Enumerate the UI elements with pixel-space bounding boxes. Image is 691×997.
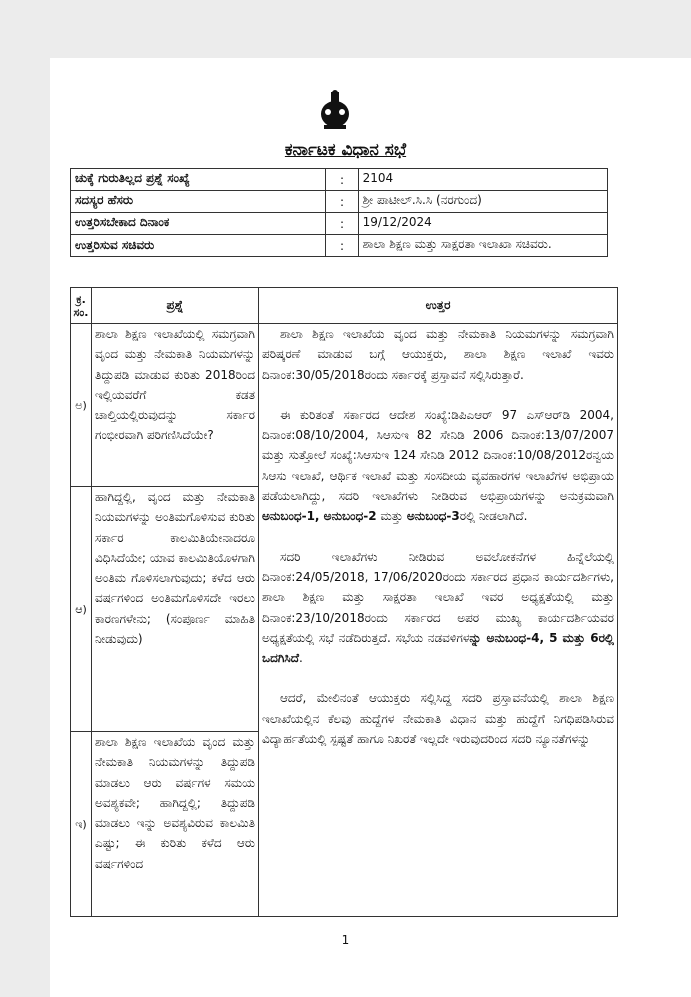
row-number: ಇ) bbox=[71, 732, 92, 917]
question-text: ಶಾಲಾ ಶಿಕ್ಷಣ ಇಲಾಖೆಯಲ್ಲಿ ಸಮಗ್ರವಾಗಿ ವೃಂದ ಮತ್ತು ನೇಮಕಾತಿ ನಿಯಮಗಳನ್ನು ತಿದ್ದುಪಡಿ ಮಾಡುವ ಕುರಿತು 2018ರಿಂದ ಇಲ್ಲಿಯವರೆಗೆ ಕಡತ ಚಾಲ್ತಿಯಲ್ಲಿರುವುದನ್ನು ಸರ್ಕಾರ ಗಂಭೀರವಾಗಿ ಪರಿಗಣಿಸಿದೆಯೇ? bbox=[92, 324, 259, 487]
info-row bbox=[71, 191, 608, 213]
header-answer: ಉತ್ತರ bbox=[259, 288, 618, 324]
answer-text: . bbox=[298, 651, 303, 666]
answer-paragraph bbox=[262, 405, 614, 527]
answer-annexure-ref: ಅನುಬಂಧ-3 bbox=[406, 509, 460, 524]
question-text: ಹಾಗಿದ್ದಲ್ಲಿ, ವೃಂದ ಮತ್ತು ನೇಮಕಾತಿ ನಿಯಮಗಳನ್ನು ಅಂತಿಮಗೊಳಿಸುವ ಕುರಿತು ಸರ್ಕಾರ ಕಾಲಮಿತಿಯೇನಾದರೂ ವಿಧಿಸಿದೆಯೇ; ಯಾವ ಕಾಲಮಿತಿಯೊಳಗಾಗಿ ಅಂತಿಮ ಗೊಳಿಸಲಾಗುವುದು; ಕಳೆದ ಆರು ವರ್ಷಗಳಿಂದ ಅಂತಿಮಗೊಳಿಸದೇ ಇರಲು ಕಾರಣಗಳೇನು; (ಸಂಪೂರ್ಣ ಮಾಹಿತಿ ನೀಡುವುದು) bbox=[92, 487, 259, 732]
page-title bbox=[0, 140, 691, 160]
answer-annexure-ref: ನ್ನು ಅನುಬಂಧ-4, 5 ಮತ್ತು 6ರಲ್ಲಿ ಒದಗಿಸಿದೆ bbox=[262, 630, 614, 666]
answer-paragraph bbox=[262, 547, 614, 669]
info-row bbox=[71, 169, 608, 191]
info-separator: : bbox=[326, 235, 358, 257]
answer-text: ಸದರಿ ಇಲಾಖೆಗಳು ನೀಡಿರುವ ಅವಲೋಕನೆಗಳ ಹಿನ್ನೆಲೆಯಲ್ಲಿ ದಿನಾಂಕ:24/05/2018, 17/06/2020ರಂದು ಸರ್ಕಾರದ ಪ್ರಧಾನ ಕಾರ್ಯದರ್ಶಿಗಳು, ಶಾಲಾ ಶಿಕ್ಷಣ ಮತ್ತು ಸಾಕ್ಷರತಾ ಇಲಾಖೆ ಇವರ ಅಧ್ಯಕ್ಷತೆಯಲ್ಲಿ ಮತ್ತು ದಿನಾಂಕ:23/10/2018ರಂದು ಸರ್ಕಾರದ ಅಪರ ಮುಖ್ಯ ಕಾರ್ಯದರ್ಶಿಯವರ ಅಧ್ಯಕ್ಷತೆಯಲ್ಲಿ ಸಭೆ ನಡೆದಿರುತ್ತದೆ. ಸಭೆಯ ನಡವಳಿಗಳ bbox=[262, 549, 614, 645]
table-row bbox=[71, 324, 618, 487]
info-separator: : bbox=[326, 169, 358, 191]
answer-text: ರಲ್ಲಿ ನೀಡಲಾಗಿದೆ. bbox=[459, 509, 528, 524]
answer-text: ಈ ಕುರಿತಂತೆ ಸರ್ಕಾರದ ಆದೇಶ ಸಂಖ್ಯೆ:ಡಿಪಿಎಆರ್ 97 ಎಸ್‌ಆರ್‌ಡಿ 2004, ದಿನಾಂಕ:08/10/2004, ಸಿಆಸುಇ 82 ಸೇನಿಡಿ 2006 ದಿನಾಂಕ:13/07/2007 ಮತ್ತು ಸುತ್ತೋಲೆ ಸಂಖ್ಯೆ:ಸಿಆಸುಇ 124 ಸೇನಿಡಿ 2012 ದಿನಾಂಕ:10/08/2012ರನ್ವಯ ಸಿಆಸು ಇಲಾಖೆ, ಆರ್ಥಿಕ ಇಲಾಖೆ ಮತ್ತು ಸಂಸದೀಯ ವ್ಯವಹಾರಗಳ ಇಲಾಖೆಗಳ ಅಭಿಪ್ರಾಯ ಪಡೆಯಲಾಗಿದ್ದು, ಸದರಿ ಇಲಾಖೆಗಳು ನೀಡಿರುವ ಅಭಿಪ್ರಾಯಗಳನ್ನು ಅನುಕ್ರಮವಾಗಿ bbox=[262, 407, 614, 504]
info-row bbox=[71, 235, 608, 257]
info-label: ಉತ್ತರಿಸಬೇಕಾದ ದಿನಾಂಕ bbox=[71, 213, 326, 235]
info-value: ಶಾಲಾ ಶಿಕ್ಷಣ ಮತ್ತು ಸಾಕ್ಷರತಾ ಇಲಾಖಾ ಸಚಿವರು. bbox=[358, 235, 607, 257]
question-info-table bbox=[70, 168, 608, 257]
info-separator: : bbox=[326, 213, 358, 235]
header-question: ಪ್ರಶ್ನೆ bbox=[92, 288, 259, 324]
answer-paragraph: ಶಾಲಾ ಶಿಕ್ಷಣ ಇಲಾಖೆಯ ವೃಂದ ಮತ್ತು ನೇಮಕಾತಿ ನಿಯಮಗಳನ್ನು ಸಮಗ್ರವಾಗಿ ಪರಿಷ್ಕರಣೆ ಮಾಡುವ ಬಗ್ಗೆ ಆಯುಕ್ತರು, ಶಾಲಾ ಶಿಕ್ಷಣ ಇಲಾಖೆ ಇವರು ದಿನಾಂಕ:30/05/2018ರಂದು ಸರ್ಕಾರಕ್ಕೆ ಪ್ರಸ್ತಾವನೆ ಸಲ್ಲಿಸಿರುತ್ತಾರೆ. bbox=[262, 327, 614, 382]
info-label: ಉತ್ತರಿಸುವ ಸಚಿವರು bbox=[71, 235, 326, 257]
info-value: 19/12/2024 bbox=[358, 213, 607, 235]
header-serial-number: ಕ್ರ. ಸಂ. bbox=[71, 288, 92, 324]
info-label: ಸದಸ್ಯರ ಹೆಸರು bbox=[71, 191, 326, 213]
page-number: 1 bbox=[341, 933, 350, 947]
answer-text: ಮತ್ತು bbox=[376, 509, 407, 524]
info-label: ಚುಕ್ಕೆ ಗುರುತಿಲ್ಲದ ಪ್ರಶ್ನೆ ಸಂಖ್ಯೆ bbox=[71, 169, 326, 191]
info-separator: : bbox=[326, 191, 358, 213]
question-text: ಶಾಲಾ ಶಿಕ್ಷಣ ಇಲಾಖೆಯ ವೃಂದ ಮತ್ತು ನೇಮಕಾತಿ ನಿಯಮಗಳನ್ನು ತಿದ್ದುಪಡಿ ಮಾಡಲು ಆರು ವರ್ಷಗಳ ಸಮಯ ಅವಶ್ಯಕವೇ; ಹಾಗಿದ್ದಲ್ಲಿ; ತಿದ್ದುಪಡಿ ಮಾಡಲು ಇನ್ನು ಅವಶ್ಯವಿರುವ ಕಾಲಮಿತಿ ಎಷ್ಟು; ಈ ಕುರಿತು ಕಳೆದ ಆರು ವರ್ಷಗಳಿಂದ bbox=[92, 732, 259, 917]
karnataka-emblem-icon bbox=[318, 90, 352, 130]
info-row bbox=[71, 213, 608, 235]
info-value: ಶ್ರೀ ಪಾಟೀಲ್.ಸಿ.ಸಿ (ನರಗುಂದ) bbox=[358, 191, 607, 213]
row-number: ಆ) bbox=[71, 487, 92, 732]
question-answer-table bbox=[70, 287, 618, 917]
answer-cell bbox=[259, 324, 618, 917]
title-text: ಕರ್ನಾಟಕ ವಿಧಾನ ಸಭೆ bbox=[284, 140, 407, 160]
row-number: ಅ) bbox=[71, 324, 92, 487]
answer-annexure-ref: ಅನುಬಂಧ-1, ಅನುಬಂಧ-2 bbox=[262, 509, 377, 524]
info-value: 2104 bbox=[358, 169, 607, 191]
answer-paragraph: ಆದರೆ, ಮೇಲಿನಂತೆ ಆಯುಕ್ತರು ಸಲ್ಲಿಸಿದ್ದ ಸದರಿ ಪ್ರಸ್ತಾವನೆಯಲ್ಲಿ ಶಾಲಾ ಶಿಕ್ಷಣ ಇಲಾಖೆಯಲ್ಲಿನ ಕೆಲವು ಹುದ್ದೆಗಳ ನೇಮಕಾತಿ ವಿಧಾನ ಮತ್ತು ಹುದ್ದೆಗೆ ನಿಗಧಿಪಡಿಸಿರುವ ವಿದ್ಯಾರ್ಹತೆಯಲ್ಲಿ ಸ್ಪಷ್ಟತೆ ಹಾಗೂ ನಿಖರತೆ ಇಲ್ಲದೇ ಇರುವುದರಿಂದ ಸದರಿ ನ್ಯೂನತೆಗಳನ್ನು bbox=[262, 691, 614, 747]
table-header-row bbox=[71, 288, 618, 324]
